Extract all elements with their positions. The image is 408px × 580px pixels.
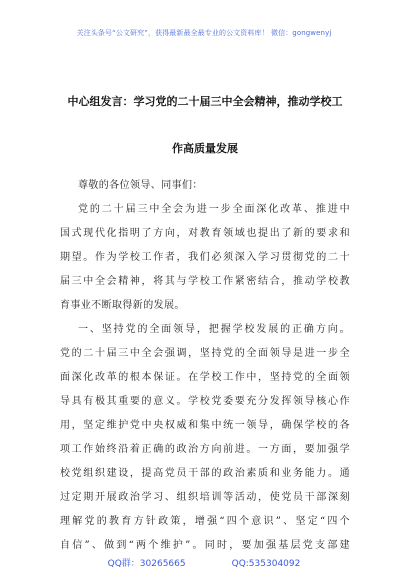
paragraph-line: 育事业不断取得新的发展。 bbox=[60, 300, 185, 311]
document-title-line-2: 作高质量发展 bbox=[172, 142, 238, 155]
paragraph-line: 自信”、做到“两个维护”。同时，要加强基层党支部建 bbox=[60, 540, 350, 551]
section-heading-line: 一、坚持党的全面领导，把握学校发展的正确方向。 bbox=[78, 324, 350, 335]
salutation: 尊敬的各位领导、同事们： bbox=[78, 180, 203, 191]
paragraph-line: 党的二十届三中全会强调，坚持党的全面领导是进一步全 bbox=[60, 348, 350, 359]
footer-contact bbox=[0, 556, 408, 569]
paragraph-line: 党的二十届三中全会为进一步全面深化改革、推进中 bbox=[78, 204, 350, 215]
paragraph-line: 期望。作为学校工作者，我们必须深入学习贯彻党的二十 bbox=[60, 252, 350, 263]
paragraph-line: 面深化改革的根本保证。在学校工作中，坚持党的全面领 bbox=[60, 372, 350, 383]
paragraph-line: 过定期开展政治学习、组织培训等活动，使党员干部深刻 bbox=[60, 492, 350, 503]
paragraph-line: 导具有极其重要的意义。学校党委要充分发挥领导核心作 bbox=[60, 396, 350, 407]
paragraph-line: 项工作始终沿着正确的政治方向前进。一方面，要加强学 bbox=[60, 444, 350, 455]
header-banner: 关注头条号“公文研究”，获得最新最全最专业的公文资料库！ 微信：gongwenyj bbox=[76, 29, 332, 37]
document-title-line-1: 中心组发言：学习党的二十届三中全会精神，推动学校工 bbox=[67, 95, 343, 108]
paragraph-line: 届三中全会精神，将其与学校工作紧密结合，推动学校教 bbox=[60, 276, 350, 287]
qq-group-number: QQ群：30265665 bbox=[107, 559, 186, 569]
paragraph-line: 用，坚定维护党中央权威和集中统一领导，确保学校的各 bbox=[60, 420, 350, 431]
qq-number: QQ:535304092 bbox=[231, 559, 301, 569]
paragraph-line: 国式现代化指明了方向，对教育领域也提出了新的要求和 bbox=[60, 228, 350, 239]
paragraph-line: 校党组织建设，提高党员干部的政治素质和业务能力。通 bbox=[60, 468, 350, 479]
paragraph-line: 理解党的教育方针政策，增强“四个意识”、坚定“四个 bbox=[60, 516, 350, 527]
